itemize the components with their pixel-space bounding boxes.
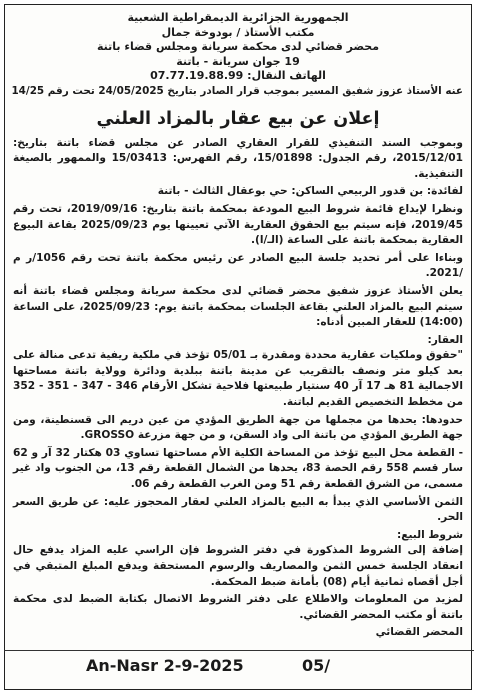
- bailiff-line: محضر قضائي لدى محكمة سريانة ومجلس قضاء باتنة: [96, 40, 380, 54]
- newspaper-date: An-Nasr 2-9-2025: [86, 656, 244, 675]
- republic-line: الجمهورية الجزائرية الديمقراطية الشعبية: [127, 11, 349, 24]
- paragraph-more-info: لمزيد من المعلومات والاطلاع على دفتر الشروط الاتصال بكتابة الضبط لدى محكمة باتنة أو مكتب المحضر القضائي.: [13, 593, 463, 621]
- page-number: 05/: [302, 656, 331, 675]
- paragraph-conditions-filing: ونظرا لإيداع قائمة شروط البيع المودعة بمحكمة باتنة بتاريخ: 2019/09/16، تحت رقم 2019/45، فإنه سيتم بيع الحقوق العقارية الآتي تعيينها يوم 2025/09/23 بقاعة البيوع العقارية بمحكمة باتنة على الساعة (الـ/ا).: [13, 202, 463, 247]
- letterhead: [13, 11, 463, 84]
- signature: المحضر القضائي: [375, 626, 463, 639]
- paragraph-beneficiary: لفائدة: بن قدور الربيعي الساكن: حي بوعقال الثالث - باتنة: [157, 185, 463, 198]
- paragraph-hearing-order: وبناءا على أمر تحديد جلسة البيع الصادر عن رئيس محكمة باتنة تحت رقم 1056/ر م /2021.: [13, 251, 463, 280]
- phone-line: الهاتف النقال: 07.77.19.88.99: [150, 69, 326, 83]
- paragraph-payment-terms: إضافة إلى الشروط المذكورة في دفتر الشروط فإن الراسي عليه المزاد يدفع حال انعقاد الجلسة خمس الثمن والمصاريف والرسوم المستحقة ويدفع المبلغ المتبقي في أجل أقصاه ثمانية أيام (08) بأمانة ضبط المحكمة.: [13, 544, 463, 588]
- address-line: 19 جوان سريانة - باتنة: [176, 54, 300, 68]
- paragraph-executive-title: وبموجب السند التنفيذي للقرار العقاري الصادر عن مجلس قضاء باتنة بتاريخ: 2015/12/01، رقم الجدول: 15/01898، رقم الفهرس: 15/03413 والممهور بالصيغة التنفيذية.: [13, 136, 464, 180]
- notice-title: إعلان عن بيع عقار بالمزاد العلني: [96, 108, 380, 129]
- reference-line: عنه الأستاذ عزوز شفيق المسير بموجب قرار الصادر بتاريخ 24/05/2025 تحت رقم 14/25: [11, 84, 463, 97]
- paragraph-plot-details: - القطعة محل البيع تؤخذ من المساحة الكلية الأم مساحتها تساوي 03 هكتار 32 آر و 62 سار قسم 558 رقم الحصة 83، يحدها من الشمال القطعة رقم 13، من الجنوب واد غير مسمى، من الشرق القطعة رقم 51 ومن الغرب القطعة رقم 06.: [13, 446, 463, 491]
- notice-page: [4, 4, 472, 690]
- footer-divider: [4, 650, 474, 651]
- paragraph-base-price: الثمن الأساسي الذي يبدأ به البيع بالمزاد العلني لعقار المحجوز عليه: عن طريق السعر الحر.: [13, 495, 463, 524]
- paragraph-announcement: يعلن الأستاذ عزوز شفيق محضر قضائي لدى محكمة سريانة ومجلس قضاء باتنة أنه سيتم البيع بالمزاد العلني بقاعة الجلسات بمحكمة باتنة يوم: 2025/09/23، على الساعة (14:00) للعقار المبين أدناه:: [13, 284, 463, 329]
- section-heading-conditions: شروط البيع:: [396, 528, 463, 541]
- office-line: مكتب الأستاذ / بودوخة جمال: [161, 25, 315, 39]
- paragraph-boundaries: حدودها: يحدها من مجملها من جهة الطريق المؤدي من عين دريم الى قسنطينة، ومن جهة الطريق المؤدي من باتنة الى واد السقن، و من جهة مزرعة GROSSO.: [13, 413, 463, 442]
- section-heading-property: العقار:: [427, 333, 463, 346]
- paragraph-property-description: "حقوق وملكيات عقارية محددة ومقدرة بـ 05/01 تؤخذ في ملكية ريفية تدعى منالة على بعد كيلو متر ونصف بالتقريب عن مدينة باتنة ببلدية ودائرة وولاية باتنة مساحتها الاجمالية 81 هـ 17 آر 40 سنتيار طبيعتها فلاحية تشكل الأرقام 346 - 347 - 351 - 352 من مخطط التخصيص القديم لباتنة.: [13, 349, 464, 409]
- notice-content: [13, 11, 463, 641]
